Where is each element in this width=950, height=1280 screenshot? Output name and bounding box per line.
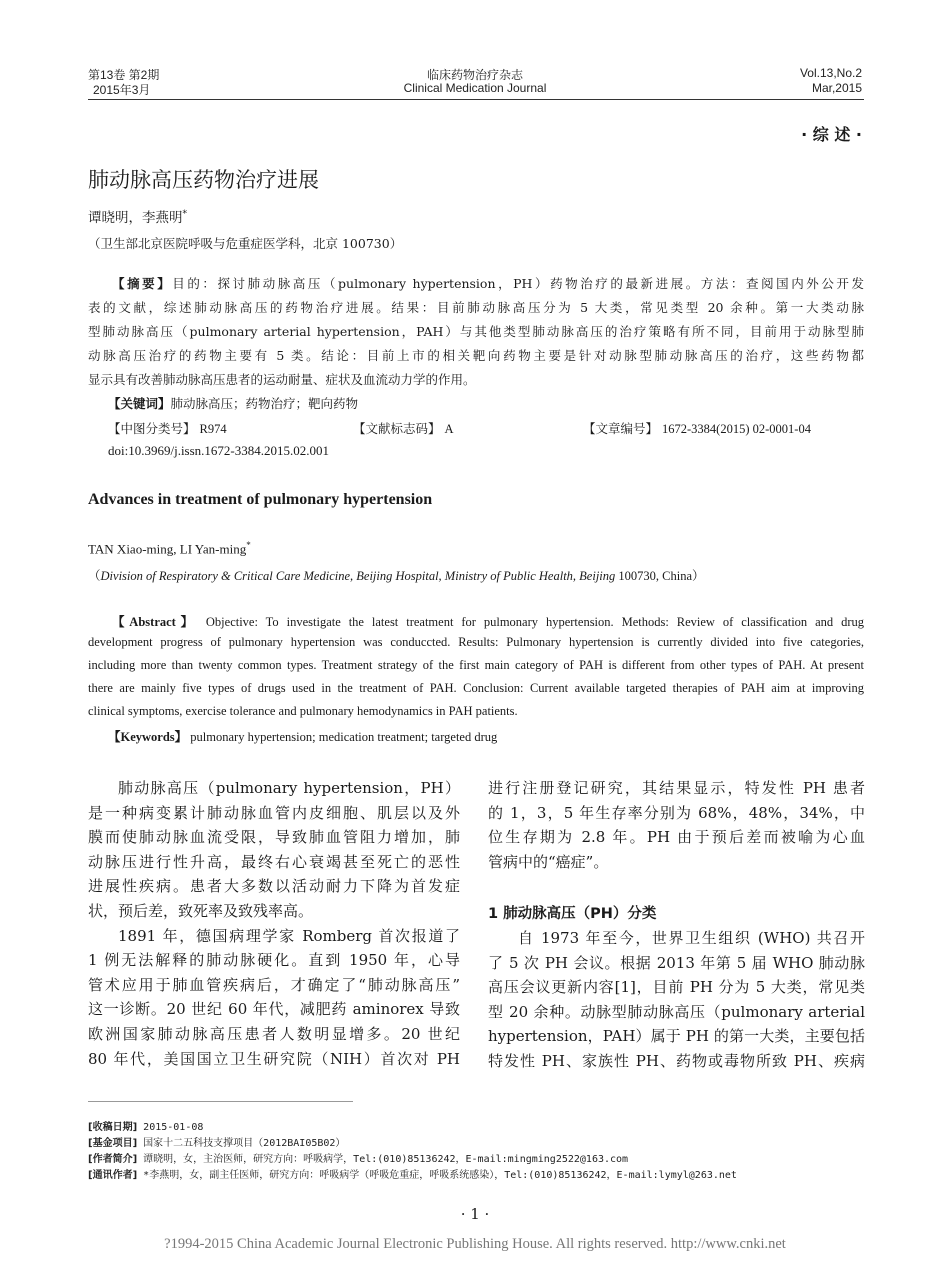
footnote: [作者简介] 谭晓明，女，主治医师，研究方向：呼吸病学，Tel:(010)85136242，E-mail:mingming2522@163.com [88, 1154, 629, 1165]
paper-page: 第13卷 第2期 2015年3月 临床药物治疗杂志 Clinical Medication Journal Vol.13,No.2 Mar,2015 · 综 述 · 肺动脉高压药物治疗进展 谭晓明，李燕明* （卫生部北京医院呼吸与危重症医学科，北京 100730） 【摘要】目的：探讨肺动脉高压（pulmonary hypertension，PH）药物治疗的最新进展。方法：查阅国内外公开发 表的文献，综述肺动脉高压的药物治疗进展。结果：目前肺动脉高压分为 5 大类，常见类型 20 余种。第一大类动脉 型肺动脉高压（pulmonary arterial hypertension，PAH）与其他类型肺动脉高压的治疗策略有所不同，目前用于动脉型肺 动脉高压治疗的药物主要有 5 类。结论：目前上市的相关靶向药物主要是针对动脉型肺动脉高压的治疗，这些药物都 显示具有改善肺动脉高压患者的运动耐量、症状及血流动力学的作用。 【关键词】肺动脉高压；药物治疗；靶向药物 【中图分类号】 R974 【文献标志码】 A 【文章编号】 1672-3384(2015) 02-0001-04 doi:10.3969/j.issn.1672-3384.2015.02.001 Advances in treatment of pulmonary hypertension TAN Xiao-ming, LI Yan-ming* （Division of Respiratory & Critical Care Medicine, Beijing Hospital, Ministry of Public Health, Beijing 100730, China） 【Abstract】 Objective: To investigate the latest treatment for pulmonary hypertension. Methods: Review of classification and drug development progress of pulmonary hypertension was conduccted. Results: Pulmonary hypertension is currently divided into five categories, including more than twenty common types. Treatment strategy of the first main category of PAH is different from other types of PAH. At present there are mainly five types of drugs used in the treatment of PAH. Conclusion: Current available targeted therapies of PAH aim at improving clinical symptoms, exercise tolerance and pulmonary hemodynamics in PAH patients. 【Keywords】 pulmonary hypertension; medication treatment; targeted drug 肺动脉高压（pulmonary hypertension，PH） 是一种病变累计肺动脉血管内皮细胞、肌层以及外 膜而使肺动脉血流受限，导致肺血管阻力增加，肺 动脉压进行性升高，最终右心衰竭甚至死亡的恶性 进展性疾病。患者大多数以活动耐力下降为首发症 状，预后差，致死率及致残率高。 1891 年，德国病理学家 Romberg 首次报道了 1 例无法解释的肺动脉硬化。直到 1950 年，心导 管术应用于肺血管疾病后，才确定了“肺动脉高压” 这一诊断。20 世纪 60 年代，减肥药 aminorex 导致 欧洲国家肺动脉高压患者人数明显增多。20 世纪 80 年代，美国国立卫生研究院（NIH）首次对 PH 进行注册登记研究，其结果显示，特发性 PH 患者 的 1，3，5 年生存率分别为 68%，48%，34%，中 位生存期为 2.8 年。PH 由于预后差而被喻为心血 管病中的“癌症”。 1 肺动脉高压（PH）分类 自 1973 年至今，世界卫生组织 (WHO) 共召开 了 5 次 PH 会议。根据 2013 年第 5 届 WHO 肺动脉 高压会议更新内容[1]，目前 PH 分为 5 大类，常见类 型 20 余种。动脉型肺动脉高压（pulmonary arterial hypertension，PAH）属于 PH 的第一大类，主要包括 特发性 PH、家族性 PH、药物或毒物所致 PH、疾病 [收稿日期] 2015-01-08 [基金项目] 国家十二五科技支撑项目（2012BAI05B02） [作者简介] 谭晓明，女，主治医师，研究方向：呼吸病学，Tel:(010)85136242，E-mail:mingming2522@163.com [通讯作者] *李燕明，女，副主任医师，研究方向：呼吸病学（呼吸危重症，呼吸系统感染），Tel:(010)85136242，E-mail:lymyl@263.net · 1 · ?1994-2015 China Academic Journal Electronic Publishing House. All rights reserved. http://www.cnki.net [0, 0, 950, 1280]
section-heading: 1 肺动脉高压（PH）分类 [488, 906, 657, 922]
document-code: 【文献标志码】 A [353, 421, 454, 436]
body-line: 欧洲国家肺动脉高压患者人数明显增多。20 世纪 [88, 1025, 460, 1043]
body-line: 管病中的“癌症”。 [488, 852, 609, 871]
affiliation-cn: （卫生部北京医院呼吸与危重症医学科，北京 100730） [88, 236, 403, 251]
body-line: 80 年代，美国国立卫生研究院（NIH）首次对 PH [88, 1049, 460, 1068]
body-line: 动脉压进行性升高，最终右心衰竭甚至死亡的恶性 [88, 852, 460, 871]
body-line: 型 20 余种。动脉型肺动脉高压（pulmonary arterial [488, 1002, 865, 1021]
body-line: 膜而使肺动脉血流受限，导致肺血管阻力增加，肺 [88, 828, 460, 847]
keywords-cn: 【关键词】肺动脉高压；药物治疗；靶向药物 [108, 396, 359, 411]
body-line: 位生存期为 2.8 年。PH 由于预后差而被喻为心血 [488, 828, 865, 847]
body-line: 管术应用于肺血管疾病后，才确定了“肺动脉高压” [88, 975, 460, 994]
footnote: [通讯作者] *李燕明，女，副主任医师，研究方向：呼吸病学（呼吸危重症，呼吸系统感染），Tel:(010)85136242，E-mail:lymyl@263.net [88, 1170, 737, 1181]
footnote: [收稿日期] 2015-01-08 [88, 1122, 204, 1133]
date-en: Mar,2015 [811, 81, 862, 95]
header-rule [88, 99, 864, 100]
footnote: [基金项目] 国家十二五科技支撑项目（2012BAI05B02） [88, 1138, 346, 1149]
body-line: 的 1，3，5 年生存率分别为 68%，48%，34%，中 [488, 803, 865, 822]
volume-cn: 第13卷 第2期 [88, 68, 160, 82]
affiliation-en: （Division of Respiratory & Critical Care Medicine, Beijing Hospital, Ministry of Public Health, Beijing 100730, China） [88, 569, 705, 583]
body-line: 特发性 PH、家族性 PH、药物或毒物所致 PH、疾病 [488, 1052, 865, 1070]
keywords-en: 【Keywords】 pulmonary hypertension; medication treatment; targeted drug [108, 730, 498, 744]
body-line: 这一诊断。20 世纪 60 年代，减肥药 aminorex 导致 [88, 1000, 460, 1019]
volume-en: Vol.13,No.2 [799, 66, 862, 80]
journal-cn: 临床药物治疗杂志 [426, 68, 523, 82]
body-line: 进行注册登记研究，其结果显示，特发性 PH 患者 [488, 779, 865, 797]
footnote-rule [88, 1101, 353, 1102]
body-line: 自 1973 年至今，世界卫生组织 (WHO) 共召开 [518, 929, 865, 947]
body-line: 1 例无法解释的肺动脉硬化。直到 1950 年，心导 [88, 951, 460, 970]
date-cn: 2015年3月 [93, 83, 151, 97]
body-line: 状，预后差，致死率及致残率高。 [88, 902, 314, 920]
copyright-line: ?1994-2015 China Academic Journal Electronic Publishing House. All rights reserved. http://www.cnki.net [164, 1236, 786, 1252]
journal-en: Clinical Medication Journal [403, 81, 547, 95]
body-line: 肺动脉高压（pulmonary hypertension，PH） [118, 779, 460, 797]
title-en: Advances in treatment of pulmonary hypertension [88, 491, 433, 508]
body-line: 进展性疾病。患者大多数以活动耐力下降为首发症 [88, 877, 460, 896]
body-line: 1891 年，德国病理学家 Romberg 首次报道了 [118, 926, 460, 945]
clc-number: 【中图分类号】 R974 [108, 421, 227, 436]
title-cn: 肺动脉高压药物治疗进展 [88, 168, 319, 192]
body-line: hypertension，PAH）属于 PH 的第一大类，主要包括 [488, 1027, 865, 1046]
page-number: · 1 · [460, 1205, 490, 1223]
body-line: 了 5 次 PH 会议。根据 2013 年第 5 届 WHO 肺动脉 [488, 953, 865, 972]
section-tag: · 综 述 · [801, 125, 862, 144]
authors-cn: 谭晓明，李燕明* [88, 209, 187, 226]
authors-en: TAN Xiao-ming, LI Yan-ming* [88, 540, 251, 557]
body-line: 高压会议更新内容[1]，目前 PH 分为 5 大类，常见类 [488, 978, 865, 997]
article-number: 【文章编号】 1672-3384(2015) 02-0001-04 [583, 421, 811, 436]
body-line: 是一种病变累计肺动脉血管内皮细胞、肌层以及外 [88, 803, 460, 822]
doi: doi:10.3969/j.issn.1672-3384.2015.02.001 [108, 443, 330, 458]
